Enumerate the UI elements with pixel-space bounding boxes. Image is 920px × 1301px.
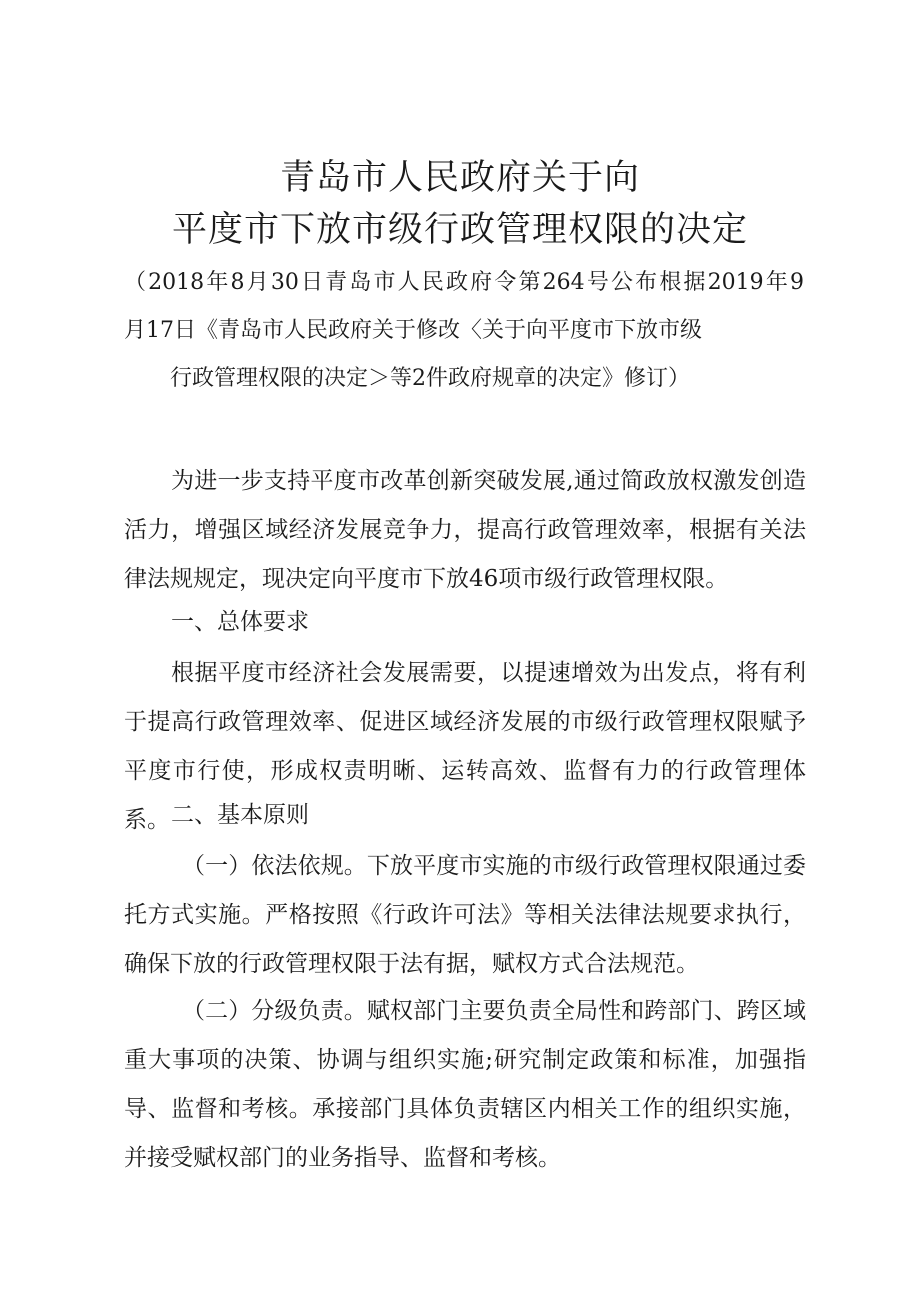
revision-note-line3: 行政管理权限的决定＞等2件政府规章的决定》修订） [170,366,690,391]
principle2-paragraph: （二）分级负责。赋权部门主要负责全局性和跨部门、跨区域重大事项的决策、协调与组织实施;研究制定政策和标准，加强指导、监督和考核。承接部门具体负责辖区内相关工作的组织实施，并接受赋权部门的业务指导、监督和考核。 [124,998,806,1171]
principle1-paragraph: （一）依法依规。下放平度市实施的市级行政管理权限通过委托方式实施。严格按照《行政许可法》等相关法律法规要求执行，确保下放的行政管理权限于法有据，赋权方式合法规范。 [124,853,806,977]
revision-note-line2: 月17日《青岛市人民政府关于修改〈关于向平度市下放市级 [124,318,702,343]
section-heading-basic-principles: 二、基本原则 [171,801,309,827]
intro-paragraph: 为进一步支持平度市改革创新突破发展,通过简政放权激发创造活力，增强区域经济发展竞争力，提高行政管理效率，根据有关法律法规规定，现决定向平度市下放46项市级行政管理权限。 [124,468,806,592]
document-title-line1: 青岛市人民政府关于向 [279,158,640,198]
section1-paragraph: 根据平度市经济社会发展需要，以提速增效为出发点，将有利于提高行政管理效率、促进区域经济发展的市级行政管理权限赋予平度市行使，形成权责明晰、运转高效、监督有力的行政管理体系。 [124,660,806,833]
revision-note-line1: （2018年8月30日青岛市人民政府令第264号公布根据2019年9 [124,270,804,295]
document-title-line2: 平度市下放市级行政管理权限的决定 [171,210,748,250]
section-heading-general-requirements: 一、总体要求 [171,608,309,634]
